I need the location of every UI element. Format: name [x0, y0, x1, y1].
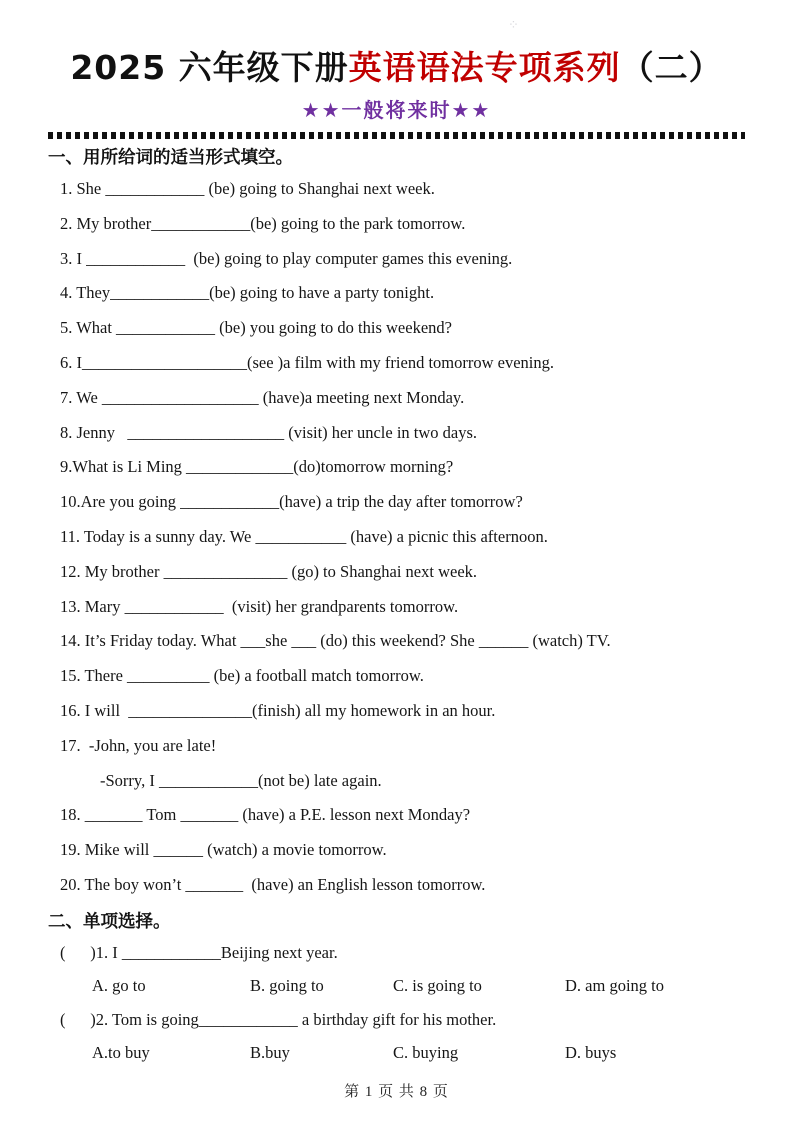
choice-option-d: D. am going to [565, 976, 664, 996]
choice-options-row [92, 1036, 793, 1070]
choice-question-stem: ( )2. Tom is going____________ a birthday gift for his mother. [60, 1009, 497, 1029]
choice-options-row [92, 969, 793, 1003]
title-black-prefix: 2025 六年级下册 [70, 48, 349, 87]
question-line: 20. The boy won’t _______ (have) an English lesson tomorrow. [60, 874, 486, 894]
question-line: 1. She ____________ (be) going to Shanghai next week. [60, 179, 435, 198]
question-line: 15. There __________ (be) a football match tomorrow. [60, 666, 424, 686]
question-line: 13. Mary ____________ (visit) her grandparents tomorrow. [60, 596, 459, 616]
choice-option-c: C. is going to [393, 976, 482, 996]
section2-question-list [0, 936, 793, 1070]
question-line: 4. They____________(be) going to have a party tonight. [60, 283, 435, 303]
question-line: 12. My brother _______________ (go) to Shanghai next week. [60, 561, 478, 581]
question-line: 9.What is Li Ming _____________(do)tomorrow morning? [60, 457, 454, 477]
section2-heading: 二、单项选择。 [48, 911, 171, 932]
choice-option-a: A. go to [92, 976, 146, 996]
question-line: 10.Are you going ____________(have) a trip the day after tomorrow? [60, 492, 523, 512]
dotted-divider [48, 132, 745, 139]
faint-crosshair-mark: ⁘ [508, 18, 519, 33]
section1-heading: 一、用所给词的适当形式填空。 [48, 148, 293, 168]
title-red-text: 英语语法专项系列 [348, 48, 621, 87]
choice-option-b: B.buy [250, 1043, 290, 1063]
choice-option-d: D. buys [565, 1043, 617, 1063]
question-line: 18. _______ Tom _______ (have) a P.E. lesson next Monday? [60, 805, 471, 825]
question-line: 3. I ____________ (be) going to play computer games this evening. [60, 248, 513, 268]
section1-question-list [0, 172, 793, 903]
question-line-continuation: -Sorry, I ____________(not be) late again. [100, 770, 382, 790]
page-number: 第 1 页 共 8 页 [344, 1084, 449, 1100]
page-title [0, 0, 793, 89]
choice-option-b: B. going to [250, 976, 324, 996]
page-subtitle: ★★一般将来时★★ [301, 98, 492, 122]
choice-option-a: A.to buy [92, 1043, 150, 1063]
question-line: 2. My brother____________(be) going to the park tomorrow. [60, 213, 466, 233]
question-line: 8. Jenny ___________________ (visit) her uncle in two days. [60, 422, 478, 442]
question-line: 16. I will _______________(finish) all my homework in an hour. [60, 700, 496, 720]
question-line: 19. Mike will ______ (watch) a movie tomorrow. [60, 840, 387, 860]
question-line: 14. It’s Friday today. What ___she ___ (do) this weekend? She ______ (watch) TV. [60, 631, 611, 651]
question-line: 17. -John, you are late! [60, 735, 217, 755]
choice-option-c: C. buying [393, 1043, 459, 1063]
question-line: 11. Today is a sunny day. We ___________ (have) a picnic this afternoon. [60, 526, 548, 546]
question-line: 7. We ___________________ (have)a meeting next Monday. [60, 387, 465, 407]
choice-question-stem: ( )1. I ____________Beijing next year. [60, 942, 338, 962]
title-black-suffix: （二） [620, 48, 723, 87]
question-line: 5. What ____________ (be) you going to do this weekend? [60, 318, 452, 338]
question-line: 6. I____________________(see )a film with my friend tomorrow evening. [60, 352, 554, 372]
